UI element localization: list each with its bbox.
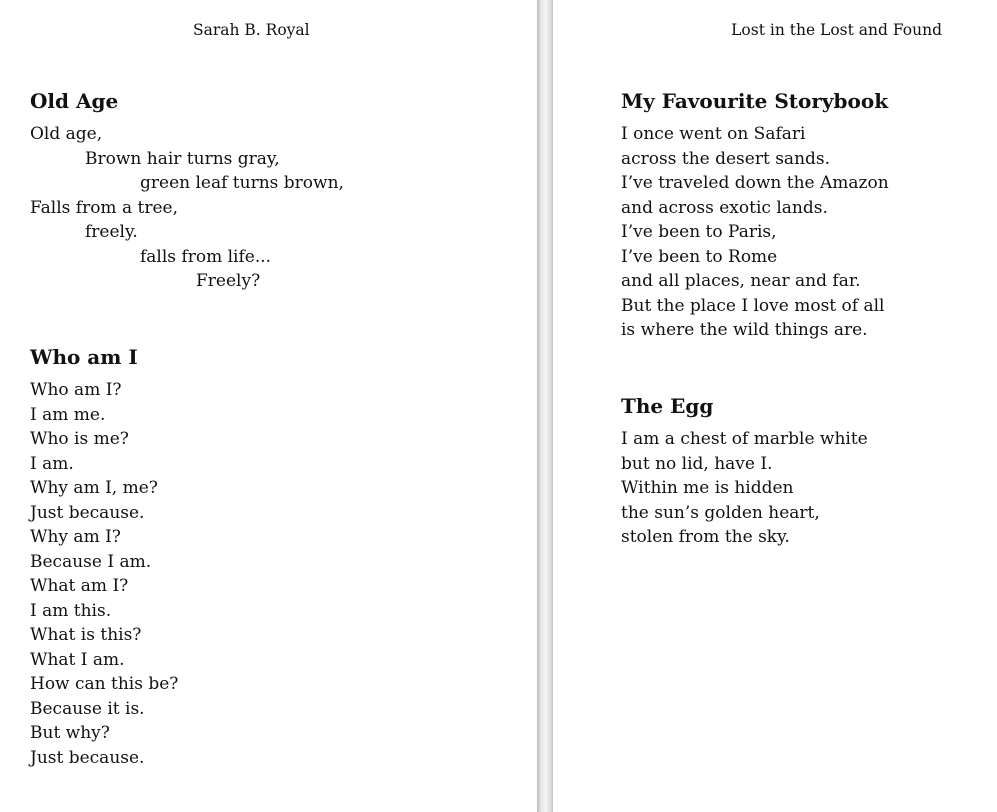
poem-line: but no lid, have I.	[621, 453, 773, 474]
poem-line: stolen from the sky.	[621, 527, 790, 547]
poem-line: Who is me?	[30, 429, 129, 449]
poem-line: Just because.	[30, 747, 145, 768]
poem-line: But why?	[30, 723, 110, 743]
poem-line: Why am I, me?	[30, 478, 158, 498]
poem-line: falls from life...	[140, 246, 272, 267]
poem-line: and across exotic lands.	[621, 197, 828, 218]
poem-line: What I am.	[30, 649, 125, 670]
poem-the-egg	[621, 393, 868, 550]
poem-line: and all places, near and far.	[621, 271, 861, 291]
poem-line: Within me is hidden	[621, 478, 794, 498]
poem-line: Because it is.	[30, 698, 145, 719]
poem-line: Freely?	[196, 271, 261, 291]
poem-line: across the desert sands.	[621, 148, 831, 169]
poem-old-age	[30, 88, 344, 294]
book-gutter	[537, 0, 553, 812]
right-page	[553, 0, 997, 812]
poem-line: But the place I love most of all	[621, 295, 885, 316]
poem-line: green leaf turns brown,	[140, 173, 344, 193]
poem-title: Old Age	[30, 89, 119, 113]
poem-title: My Favourite Storybook	[621, 89, 889, 113]
poem-line: Who am I?	[30, 380, 122, 400]
poem-my-favourite-storybook	[621, 88, 889, 343]
poem-line: How can this be?	[30, 674, 179, 694]
poem-line: the sun’s golden heart,	[621, 502, 820, 523]
poem-line: freely.	[85, 222, 138, 242]
poem-line: Why am I?	[30, 527, 121, 547]
poem-line: I am a chest of marble white	[621, 429, 868, 449]
poem-line: I once went on Safari	[621, 124, 806, 144]
poem-line: I am this.	[30, 600, 112, 621]
running-head-book-title: Lost in the Lost and Found	[731, 21, 942, 39]
poem-line: Old age,	[30, 124, 103, 144]
poem-title: The Egg	[621, 394, 714, 418]
poem-title: Who am I	[30, 345, 138, 369]
running-head-author: Sarah B. Royal	[193, 21, 310, 39]
poem-line: Falls from a tree,	[30, 197, 178, 218]
poem-line: I’ve been to Rome	[621, 246, 778, 267]
poem-line: is where the wild things are.	[621, 320, 868, 340]
poem-line: Brown hair turns gray,	[85, 148, 280, 169]
poem-line: What am I?	[30, 576, 129, 596]
poem-line: Because I am.	[30, 551, 152, 572]
poem-line: Just because.	[30, 502, 145, 523]
poem-line: I am me.	[30, 404, 106, 425]
poem-line: I’ve traveled down the Amazon	[621, 173, 889, 193]
poem-line: What is this?	[30, 625, 142, 645]
poem-line: I’ve been to Paris,	[621, 222, 777, 242]
poem-line: I am.	[30, 453, 74, 474]
poem-who-am-i	[30, 344, 178, 770]
